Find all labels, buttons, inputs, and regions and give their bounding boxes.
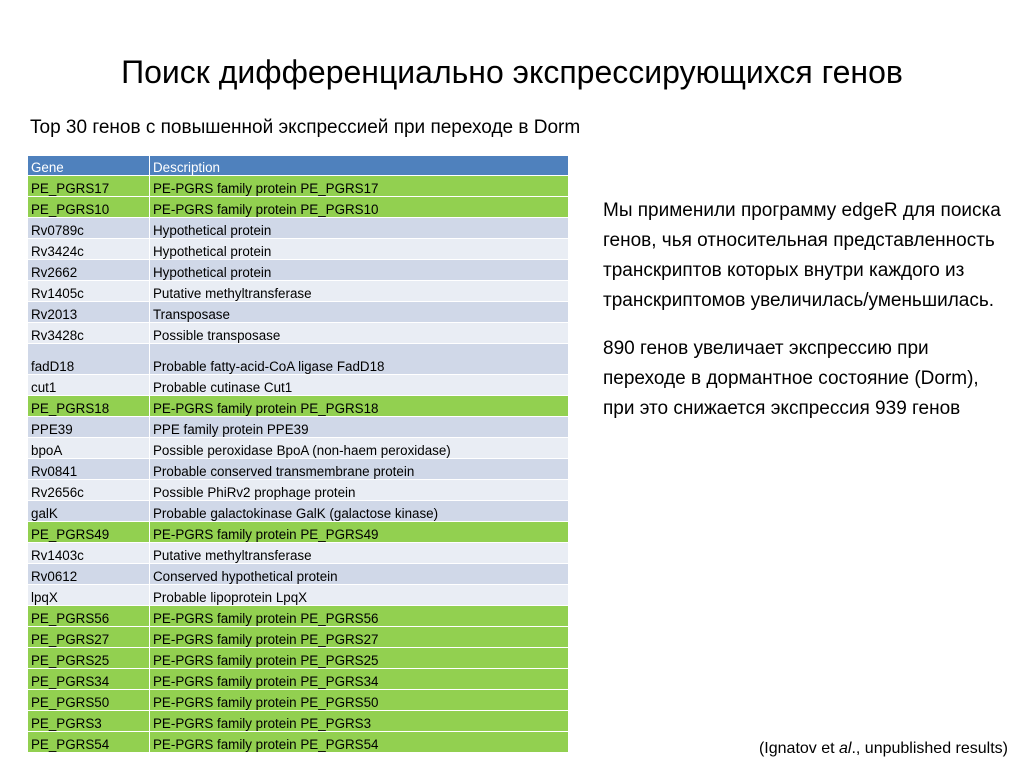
description-cell: Hypothetical protein bbox=[150, 218, 569, 239]
description-cell: Putative methyltransferase bbox=[150, 543, 569, 564]
citation-prefix: (Ignatov et bbox=[758, 740, 840, 757]
description-cell: Probable fatty-acid-CoA ligase FadD18 bbox=[150, 344, 569, 375]
gene-cell: PE_PGRS17 bbox=[28, 176, 150, 197]
gene-cell: Rv2656c bbox=[28, 480, 150, 501]
table-row bbox=[28, 260, 569, 281]
notes-panel bbox=[603, 196, 1013, 442]
gene-cell: Rv3428c bbox=[28, 323, 150, 344]
description-cell: Probable lipoprotein LpqX bbox=[150, 585, 569, 606]
gene-cell: Rv2013 bbox=[28, 302, 150, 323]
citation bbox=[759, 738, 1008, 760]
description-cell: Hypothetical protein bbox=[150, 239, 569, 260]
gene-cell: Rv2662 bbox=[28, 260, 150, 281]
gene-cell: lpqX bbox=[28, 585, 150, 606]
gene-cell: PE_PGRS54 bbox=[28, 732, 150, 753]
gene-cell: fadD18 bbox=[28, 344, 150, 375]
table-row bbox=[28, 606, 569, 627]
table-row bbox=[28, 627, 569, 648]
gene-cell: cut1 bbox=[28, 375, 150, 396]
gene-cell: bpoA bbox=[28, 438, 150, 459]
description-cell: PE-PGRS family protein PE_PGRS3 bbox=[150, 711, 569, 732]
table-row bbox=[28, 344, 569, 375]
gene-cell: PE_PGRS49 bbox=[28, 522, 150, 543]
description-cell: Possible peroxidase BpoA (non-haem peroxidase) bbox=[150, 438, 569, 459]
gene-cell: PE_PGRS25 bbox=[28, 648, 150, 669]
gene-cell: galK bbox=[28, 501, 150, 522]
table-row bbox=[28, 522, 569, 543]
description-cell: PE-PGRS family protein PE_PGRS17 bbox=[150, 176, 569, 197]
notes-paragraph-method: Мы применили программу edgeR для поиска генов, чья относительная представленность транскриптов которых внутри каждого из транскриптомов увеличилась/уменьшилась. bbox=[603, 200, 1001, 311]
gene-cell: PE_PGRS3 bbox=[28, 711, 150, 732]
description-cell: PE-PGRS family protein PE_PGRS34 bbox=[150, 669, 569, 690]
gene-cell: Rv0789c bbox=[28, 218, 150, 239]
table-row bbox=[28, 176, 569, 197]
column-header-description: Description bbox=[150, 156, 569, 176]
gene-cell: Rv1405c bbox=[28, 281, 150, 302]
gene-cell: Rv0841 bbox=[28, 459, 150, 480]
table-header-row bbox=[28, 156, 569, 176]
table-row bbox=[28, 564, 569, 585]
description-cell: Probable cutinase Cut1 bbox=[150, 375, 569, 396]
gene-cell: PE_PGRS56 bbox=[28, 606, 150, 627]
gene-cell: Rv3424c bbox=[28, 239, 150, 260]
table-row bbox=[28, 648, 569, 669]
table-row bbox=[28, 375, 569, 396]
table-row bbox=[28, 438, 569, 459]
description-cell: Possible PhiRv2 prophage protein bbox=[150, 480, 569, 501]
citation-suffix: ., unpublished results) bbox=[851, 740, 1008, 757]
slide-subtitle: Top 30 генов с повышенной экспрессией при переходе в Dorm bbox=[30, 117, 581, 138]
table-row bbox=[28, 417, 569, 438]
gene-cell: PE_PGRS18 bbox=[28, 396, 150, 417]
description-cell: Transposase bbox=[150, 302, 569, 323]
description-cell: PE-PGRS family protein PE_PGRS10 bbox=[150, 197, 569, 218]
gene-cell: Rv1403c bbox=[28, 543, 150, 564]
table-row bbox=[28, 501, 569, 522]
description-cell: PE-PGRS family protein PE_PGRS25 bbox=[150, 648, 569, 669]
table-row bbox=[28, 197, 569, 218]
gene-cell: PE_PGRS10 bbox=[28, 197, 150, 218]
description-cell: PE-PGRS family protein PE_PGRS56 bbox=[150, 606, 569, 627]
description-cell: PE-PGRS family protein PE_PGRS18 bbox=[150, 396, 569, 417]
citation-italic: al bbox=[839, 740, 852, 757]
description-cell: Probable conserved transmembrane protein bbox=[150, 459, 569, 480]
description-cell: Probable galactokinase GalK (galactose kinase) bbox=[150, 501, 569, 522]
gene-cell: PPE39 bbox=[28, 417, 150, 438]
column-header-gene: Gene bbox=[28, 156, 150, 176]
gene-table bbox=[27, 155, 569, 753]
table-row bbox=[28, 480, 569, 501]
table-row bbox=[28, 585, 569, 606]
gene-cell: PE_PGRS27 bbox=[28, 627, 150, 648]
gene-cell: Rv0612 bbox=[28, 564, 150, 585]
table-row bbox=[28, 396, 569, 417]
description-cell: Possible transposase bbox=[150, 323, 569, 344]
slide-title: Поиск дифференциально экспрессирующихся генов bbox=[121, 54, 903, 90]
table-row bbox=[28, 239, 569, 260]
table-row bbox=[28, 711, 569, 732]
notes-paragraph-counts: 890 генов увеличает экспрессию при переходе в дормантное состояние (Dorm), при это снижается экспрессия 939 генов bbox=[603, 338, 979, 419]
gene-cell: PE_PGRS50 bbox=[28, 690, 150, 711]
table-row bbox=[28, 281, 569, 302]
table-row bbox=[28, 323, 569, 344]
table-row bbox=[28, 543, 569, 564]
table-row bbox=[28, 732, 569, 753]
table-row bbox=[28, 690, 569, 711]
description-cell: Hypothetical protein bbox=[150, 260, 569, 281]
description-cell: PE-PGRS family protein PE_PGRS50 bbox=[150, 690, 569, 711]
table-row bbox=[28, 302, 569, 323]
description-cell: PE-PGRS family protein PE_PGRS27 bbox=[150, 627, 569, 648]
description-cell: Conserved hypothetical protein bbox=[150, 564, 569, 585]
description-cell: PE-PGRS family protein PE_PGRS54 bbox=[150, 732, 569, 753]
description-cell: PPE family protein PPE39 bbox=[150, 417, 569, 438]
description-cell: PE-PGRS family protein PE_PGRS49 bbox=[150, 522, 569, 543]
table-row bbox=[28, 669, 569, 690]
table-row bbox=[28, 218, 569, 239]
gene-table-body bbox=[28, 176, 569, 753]
table-row bbox=[28, 459, 569, 480]
description-cell: Putative methyltransferase bbox=[150, 281, 569, 302]
gene-cell: PE_PGRS34 bbox=[28, 669, 150, 690]
